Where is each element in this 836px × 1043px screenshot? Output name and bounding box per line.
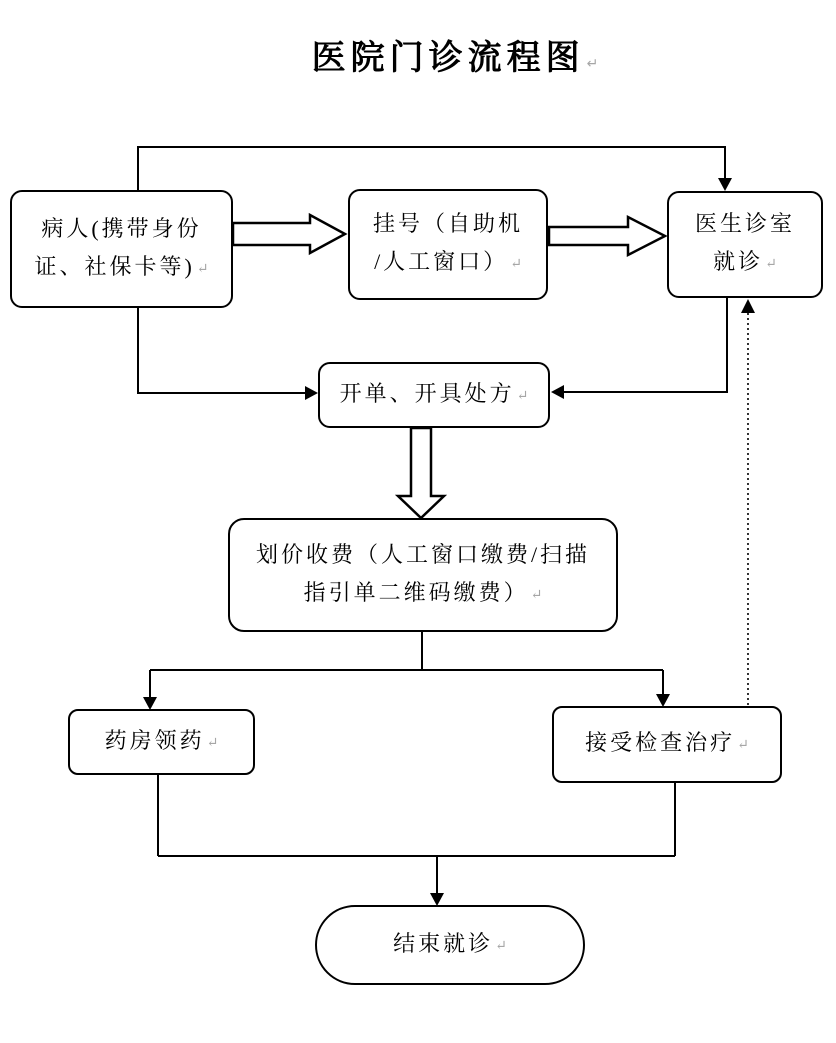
- node-end: 结束就诊 ↵: [315, 905, 585, 985]
- block-arrow-register-to-doctor: [549, 217, 665, 255]
- node-patient: 病人(携带身份 证、社保卡等) ↵: [10, 190, 233, 308]
- connector-pricing-to-pharmacy-exam: [143, 631, 670, 710]
- page-title: 医院门诊流程图 ↵: [311, 39, 599, 77]
- paragraph-mark: ↵: [495, 938, 507, 954]
- connector-exam-to-doctor-dotted: [741, 299, 755, 705]
- node-order: 开单、开具处方 ↵: [318, 362, 550, 428]
- connector-to-end: [158, 774, 675, 906]
- connector-patient-to-order: [138, 307, 318, 400]
- node-exam: 接受检查治疗 ↵: [552, 706, 782, 783]
- paragraph-mark: ↵: [206, 735, 219, 751]
- paragraph-mark: ↵: [510, 257, 522, 272]
- paragraph-mark: ↵: [737, 738, 749, 753]
- paragraph-mark: ↵: [516, 388, 529, 404]
- connector-patient-to-doctor: [138, 147, 732, 191]
- node-doctor: 医生诊室 就诊 ↵: [667, 191, 823, 298]
- block-arrow-patient-to-register: [233, 215, 345, 253]
- paragraph-mark: ↵: [586, 55, 599, 71]
- paragraph-mark: ↵: [530, 587, 543, 603]
- node-pharmacy: 药房领药 ↵: [68, 709, 255, 775]
- node-register: 挂号（自助机 /人工窗口） ↵: [348, 189, 548, 300]
- connector-doctor-to-order: [551, 297, 727, 399]
- paragraph-mark: ↵: [196, 261, 209, 277]
- paragraph-mark: ↵: [765, 257, 777, 272]
- block-arrow-order-to-pricing: [398, 428, 444, 518]
- node-pricing: 划价收费（人工窗口缴费/扫描 指引单二维码缴费） ↵: [228, 518, 618, 632]
